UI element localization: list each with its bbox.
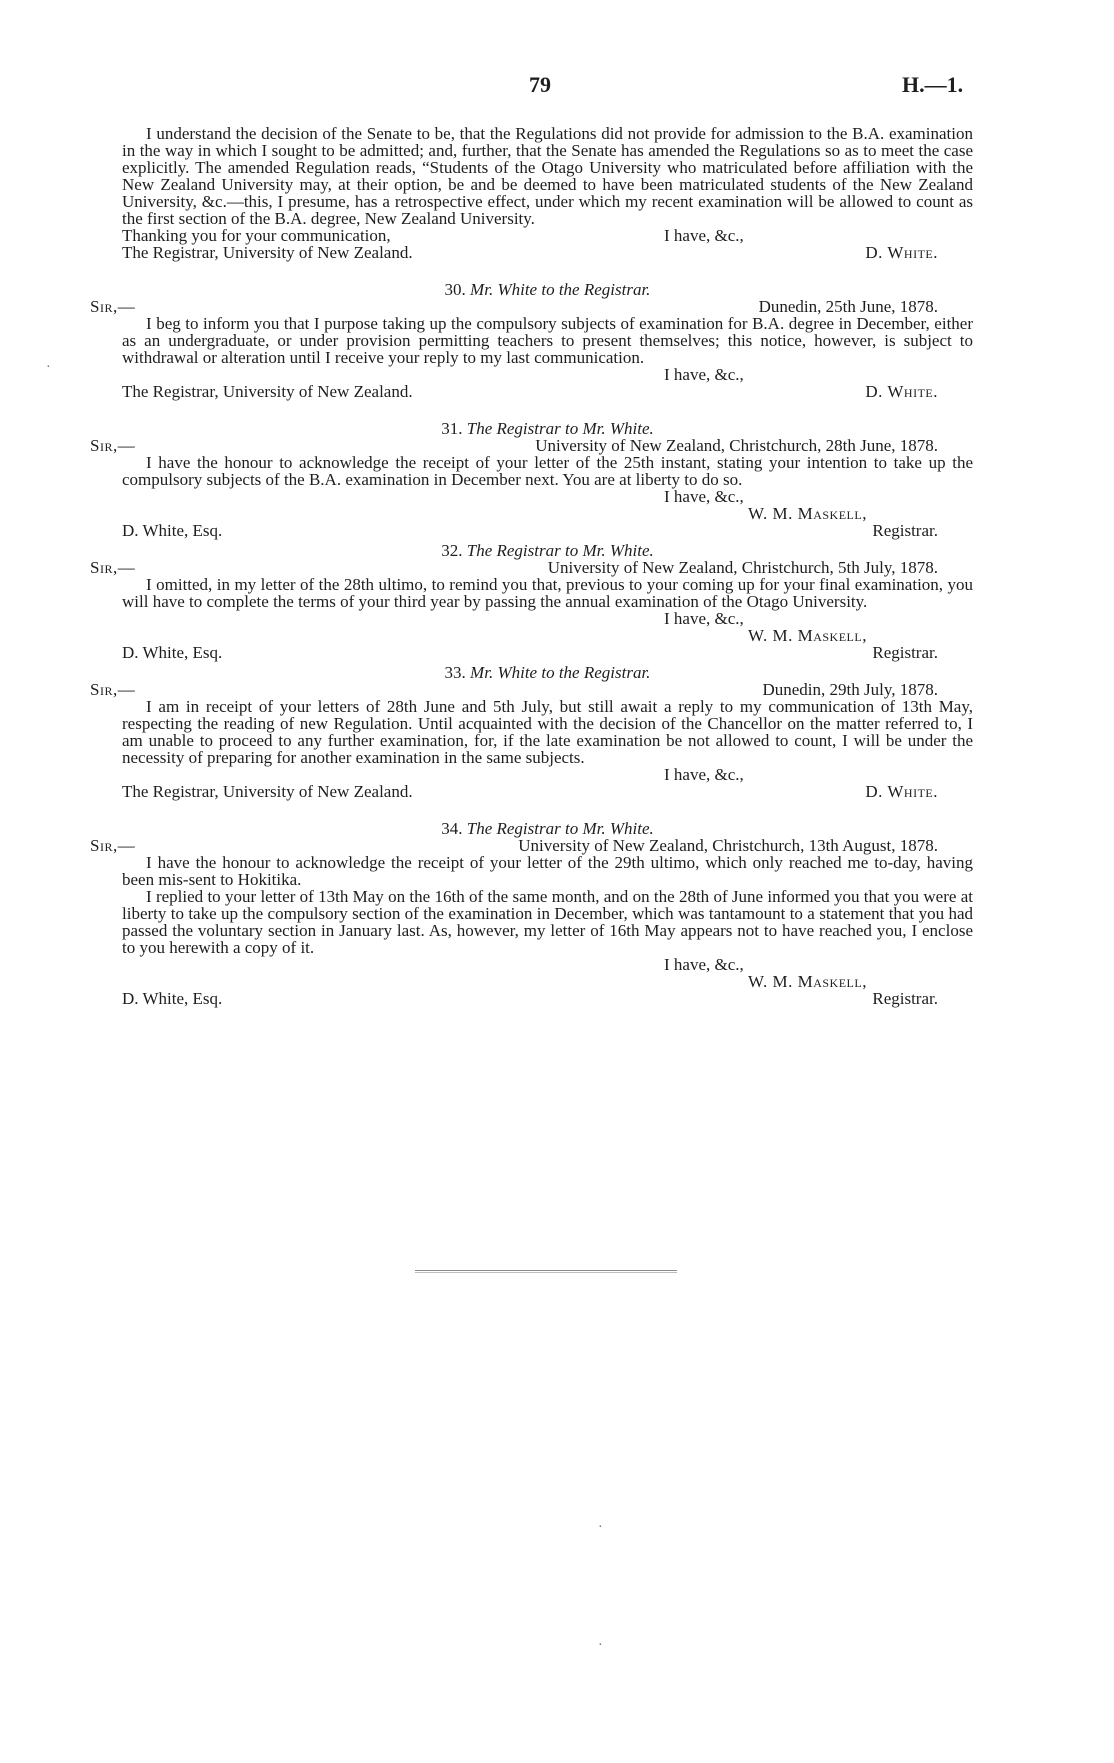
signatory-title: Registrar.	[872, 521, 938, 540]
print-speck: ·	[46, 360, 51, 375]
addressee: The Registrar, University of New Zealand.	[122, 782, 413, 801]
salutation: Sir,—	[90, 297, 136, 316]
letter-heading: 31. The Registrar to Mr. White.	[441, 419, 654, 438]
page-number: 79	[529, 72, 551, 97]
letter-32	[90, 541, 973, 662]
addressee-line: The Registrar, University of New Zealand. D. White.	[122, 243, 938, 262]
letter-heading: 30. Mr. White to the Registrar.	[444, 280, 651, 299]
letter-33	[90, 663, 973, 801]
salutation: Sir,—	[90, 436, 136, 455]
letter-heading: 33. Mr. White to the Registrar.	[444, 663, 651, 682]
salutation: Sir,—	[90, 680, 136, 699]
letter-body: I understand the decision of the Senate to be, that the Regulations did not provide for admission to the B.A. examination in the way in which I sought to be admitted; and, further, that the Senate has amended the Regulations so as to meet the case explicitly. The amended Regulation reads, “Students of the Otago University who matriculated before affiliation with the New Zealand University may, at their option, be and be deemed to have been matriculated students of the New Zealand University, &c.—this, I presume, has a retrospective effect, under which my recent examination will be allowed to count as the first section of the B.A. degree, New Zealand University.	[122, 124, 973, 228]
salutation: Sir,—	[90, 836, 136, 855]
letter-31	[90, 419, 973, 540]
closing-have: I have, &c.,	[664, 365, 744, 384]
footer-rule	[415, 1270, 677, 1273]
letter-body: I have the honour to acknowledge the receipt of your letter of the 25th instant, stating your intention to take up the compulsory subjects of the B.A. examination in December next. You are at liberty to do so.	[122, 453, 973, 489]
addressee: D. White, Esq.	[122, 521, 223, 540]
letter-body: I have the honour to acknowledge the receipt of your letter of the 29th ultimo, which only reached me to-day, having been mis-sent to Hokitika.	[122, 853, 973, 889]
signature: W. M. Maskell,	[748, 972, 867, 991]
page-body	[90, 124, 973, 1008]
closing-have: I have, &c.,	[664, 487, 744, 506]
letter-body: I am in receipt of your letters of 28th June and 5th July, but still await a reply to my communication of 13th May, respecting the reading of new Regulation. Until acquainted with the decision of the Chancellor on the matter referred to, I am unable to proceed to any further examination, for, if the late examination be not allowed to count, I will be under the necessity of preparing for another examination in the same subjects.	[122, 697, 973, 767]
addressee: D. White, Esq.	[122, 989, 223, 1008]
addressee: The Registrar, University of New Zealand.	[122, 382, 413, 401]
print-speck: ·	[598, 1638, 603, 1653]
addressee: D. White, Esq.	[122, 643, 223, 662]
closing-line: Thanking you for your communication, I have, &c.,	[122, 226, 744, 245]
letter-30	[90, 280, 973, 401]
signatory-title: Registrar.	[872, 643, 938, 662]
closing-have: I have, &c.,	[664, 609, 744, 628]
salutation: Sir,—	[90, 558, 136, 577]
letter-34	[90, 819, 973, 1008]
signature: W. M. Maskell,	[748, 504, 867, 523]
signature: D. White.	[865, 382, 938, 401]
signature: D. White.	[865, 243, 938, 262]
letter-body-2: I replied to your letter of 13th May on the 16th of the same month, and on the 28th of June informed you that you were at liberty to take up the compulsory section of the examination in December, which was tantamount to a statement that you had passed the voluntary section in January last. As, however, my letter of 16th May appears not to have reached you, I enclose to you herewith a copy of it.	[122, 887, 973, 957]
print-speck: ·	[598, 1520, 603, 1535]
series-code: H.—1.	[902, 72, 964, 97]
letter-body: I beg to inform you that I purpose taking up the compulsory subjects of examination for B.A. degree in December, either as an undergraduate, or under provision permitting teachers to present themselves; this notice, however, is subject to withdrawal or alteration until I receive your reply to my last communication.	[122, 314, 973, 367]
closing-have: I have, &c.,	[664, 955, 744, 974]
signature: W. M. Maskell,	[748, 626, 867, 645]
letter-29-tail	[122, 125, 973, 261]
page-header	[0, 72, 1114, 102]
place-date: University of New Zealand, Christchurch, 13th August, 1878.	[518, 836, 938, 855]
letter-body: I omitted, in my letter of the 28th ultimo, to remind you that, previous to your coming up for your final examination, you will have to complete the terms of your third year by passing the annual examination of the Otago University.	[122, 575, 973, 611]
signatory-title: Registrar.	[872, 989, 938, 1008]
place-date: University of New Zealand, Christchurch, 28th June, 1878.	[535, 436, 938, 455]
place-date: Dunedin, 25th June, 1878.	[758, 297, 938, 316]
place-date: Dunedin, 29th July, 1878.	[762, 680, 938, 699]
place-date: University of New Zealand, Christchurch, 5th July, 1878.	[547, 558, 938, 577]
closing-have: I have, &c.,	[664, 765, 744, 784]
letter-heading: 34. The Registrar to Mr. White.	[441, 819, 654, 838]
letter-heading: 32. The Registrar to Mr. White.	[441, 541, 654, 560]
signature: D. White.	[865, 782, 938, 801]
